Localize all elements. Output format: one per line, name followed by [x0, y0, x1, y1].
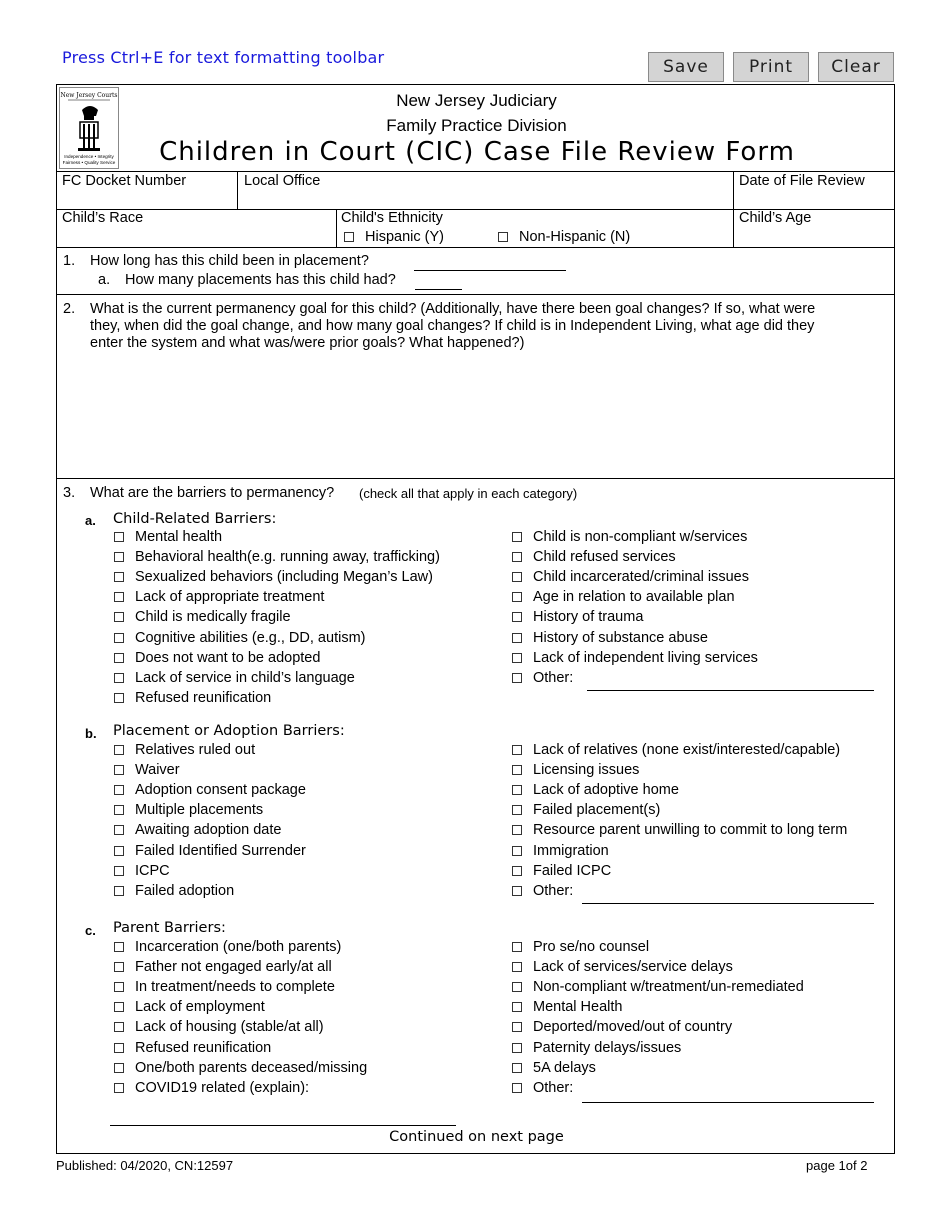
c-other-line[interactable]: [582, 1102, 874, 1103]
c-left-option[interactable]: [114, 1060, 367, 1076]
barrier-checkbox[interactable]: [512, 633, 522, 643]
barrier-label: Failed ICPC: [533, 862, 612, 879]
barrier-label: Paternity delays/issues: [533, 1039, 682, 1056]
barrier-checkbox[interactable]: [114, 846, 124, 856]
c-left-option[interactable]: [114, 1040, 271, 1056]
barrier-label: Immigration: [533, 842, 609, 859]
print-button[interactable]: Print: [733, 52, 809, 82]
barrier-checkbox[interactable]: [114, 1083, 124, 1093]
barrier-label: Child refused services: [533, 549, 676, 566]
barrier-label: Child incarcerated/criminal issues: [533, 569, 749, 586]
barrier-checkbox[interactable]: [114, 942, 124, 952]
review-date-label: Date of File Review: [739, 173, 865, 189]
b-left-option[interactable]: [114, 742, 255, 758]
barrier-checkbox[interactable]: [512, 962, 522, 972]
section-b-title: Placement or Adoption Barriers:: [113, 723, 345, 739]
barrier-checkbox[interactable]: [114, 1063, 124, 1073]
barrier-checkbox[interactable]: [512, 745, 522, 755]
a-left-option[interactable]: [114, 650, 320, 666]
a-right-option[interactable]: [512, 589, 735, 605]
c-right-option[interactable]: [512, 959, 733, 975]
barrier-checkbox[interactable]: [512, 846, 522, 856]
barrier-label: Child is medically fragile: [135, 609, 291, 626]
barrier-label: ICPC: [135, 862, 170, 879]
barrier-label: Awaiting adoption date: [135, 822, 282, 839]
barrier-label: One/both parents deceased/missing: [135, 1059, 368, 1076]
q2-line3: enter the system and what was/were prior goals? What happened?): [90, 335, 525, 351]
q1a-answer-line[interactable]: [415, 289, 462, 290]
barrier-label: Other:: [533, 1079, 574, 1096]
barrier-checkbox[interactable]: [512, 1063, 522, 1073]
barrier-label: Adoption consent package: [135, 782, 306, 799]
q2-line2: they, when did the goal change, and how many goal changes? If child is in Independent Living, what age did they: [90, 318, 815, 334]
b-left-option[interactable]: [114, 883, 234, 899]
hispanic-checkbox[interactable]: [344, 232, 354, 242]
barrier-checkbox[interactable]: [512, 532, 522, 542]
clear-button[interactable]: Clear: [818, 52, 894, 82]
c-left-option[interactable]: [114, 959, 332, 975]
a-left-option[interactable]: [114, 569, 433, 585]
barrier-label: Lack of service in child’s language: [135, 669, 355, 686]
c-left-option[interactable]: [114, 979, 335, 995]
barrier-label: Lack of housing (stable/at all): [135, 1019, 324, 1036]
barrier-checkbox[interactable]: [114, 982, 124, 992]
barrier-label: Other:: [533, 882, 574, 899]
barrier-checkbox[interactable]: [512, 886, 522, 896]
barrier-checkbox[interactable]: [512, 592, 522, 602]
svg-text:New Jersey Courts: New Jersey Courts: [60, 92, 118, 99]
docket-label: FC Docket Number: [62, 173, 187, 189]
c-right-option[interactable]: [512, 1060, 596, 1076]
barrier-checkbox[interactable]: [114, 1022, 124, 1032]
barrier-label: Failed Identified Surrender: [135, 842, 306, 859]
b-right-option[interactable]: [512, 742, 840, 758]
barrier-label: Mental Health: [533, 999, 623, 1016]
q1-number: 1.: [63, 253, 76, 269]
barrier-label: Lack of relatives (none exist/interested/capable): [533, 742, 841, 758]
a-left-option[interactable]: [114, 630, 365, 646]
barrier-checkbox[interactable]: [114, 532, 124, 542]
barrier-label: Resource parent unwilling to commit to long term: [533, 822, 848, 839]
non-hispanic-option[interactable]: Non-Hispanic (N): [498, 229, 630, 245]
barrier-label: Behavioral health(e.g. running away, trafficking): [135, 549, 440, 566]
barrier-label: Pro se/no counsel: [533, 939, 650, 955]
barrier-checkbox[interactable]: [114, 552, 124, 562]
barrier-label: Failed adoption: [135, 882, 235, 899]
barrier-checkbox[interactable]: [114, 785, 124, 795]
b-right-option[interactable]: [512, 822, 847, 838]
c-left-option[interactable]: [114, 1080, 309, 1096]
barrier-checkbox[interactable]: [114, 745, 124, 755]
b-right-option[interactable]: [512, 843, 609, 859]
a-left-option[interactable]: [114, 529, 222, 545]
c-right-option[interactable]: [512, 1040, 681, 1056]
barrier-checkbox[interactable]: [114, 886, 124, 896]
barrier-label: In treatment/needs to complete: [135, 979, 335, 996]
b-left-option[interactable]: [114, 762, 180, 778]
review-form: [56, 84, 895, 1154]
barrier-label: Deported/moved/out of country: [533, 1019, 733, 1036]
barrier-checkbox[interactable]: [512, 653, 522, 663]
svg-text:Independence • Integrity: Independence • Integrity: [64, 154, 114, 159]
barrier-checkbox[interactable]: [512, 1083, 522, 1093]
barrier-checkbox[interactable]: [512, 1043, 522, 1053]
barrier-label: Lack of employment: [135, 999, 265, 1016]
b-left-option[interactable]: [114, 822, 281, 838]
barrier-checkbox[interactable]: [114, 693, 124, 703]
barrier-checkbox[interactable]: [114, 825, 124, 835]
page-title: Children in Court (CIC) Case File Review Form: [159, 137, 795, 167]
save-button[interactable]: Save: [648, 52, 724, 82]
continued-note: Continued on next page: [389, 1129, 564, 1145]
q3-text: What are the barriers to permanency?: [90, 485, 335, 501]
q1-text: How long has this child been in placement?: [90, 253, 369, 269]
barrier-label: Failed placement(s): [533, 802, 661, 819]
a-right-option[interactable]: [512, 529, 747, 545]
barrier-checkbox[interactable]: [114, 633, 124, 643]
barrier-label: Incarceration (one/both parents): [135, 939, 342, 955]
q3-note: (check all that apply in each category): [359, 486, 578, 501]
race-label: Child’s Race: [62, 210, 144, 226]
barrier-checkbox[interactable]: [512, 765, 522, 775]
barrier-label: 5A delays: [533, 1059, 596, 1076]
barrier-checkbox[interactable]: [114, 612, 124, 622]
barrier-label: Relatives ruled out: [135, 742, 256, 758]
svg-text:Fairness • Quality Service: Fairness • Quality Service: [62, 160, 116, 165]
c-left-option[interactable]: [114, 1019, 324, 1035]
barrier-checkbox[interactable]: [512, 572, 522, 582]
page-number: page 1of 2: [806, 1158, 868, 1173]
c-left-option[interactable]: [114, 999, 265, 1015]
b-left-option[interactable]: [114, 863, 170, 879]
formatting-hint: Press Ctrl+E for text formatting toolbar: [62, 48, 385, 67]
barrier-checkbox[interactable]: [114, 592, 124, 602]
a-right-option[interactable]: [512, 670, 573, 686]
barrier-checkbox[interactable]: [512, 785, 522, 795]
section-c-title: Parent Barriers:: [113, 920, 226, 936]
org-name: New Jersey Judiciary: [396, 91, 557, 110]
barrier-checkbox[interactable]: [512, 1022, 522, 1032]
section-c-letter: c.: [85, 923, 96, 938]
hispanic-option[interactable]: Hispanic (Y): [344, 229, 444, 245]
barrier-checkbox[interactable]: [512, 866, 522, 876]
a-left-option[interactable]: [114, 690, 271, 706]
barrier-label: Does not want to be adopted: [135, 649, 321, 666]
barrier-label: Lack of appropriate treatment: [135, 589, 325, 606]
barrier-label: Cognitive abilities (e.g., DD, autism): [135, 629, 366, 646]
b-right-option[interactable]: [512, 802, 660, 818]
barrier-label: Non-compliant w/treatment/un-remediated: [533, 979, 804, 996]
barrier-label: Lack of services/service delays: [533, 959, 733, 976]
barrier-label: COVID19 related (explain):: [135, 1079, 310, 1096]
barrier-label: Father not engaged early/at all: [135, 959, 332, 976]
barrier-checkbox[interactable]: [114, 572, 124, 582]
b-left-option[interactable]: [114, 782, 306, 798]
barrier-checkbox[interactable]: [512, 1002, 522, 1012]
a-right-option[interactable]: [512, 650, 758, 666]
c-right-option[interactable]: [512, 939, 649, 955]
q3-number: 3.: [63, 485, 76, 501]
b-right-option[interactable]: [512, 863, 611, 879]
c-right-option[interactable]: [512, 999, 622, 1015]
b-right-option[interactable]: [512, 782, 679, 798]
barrier-label: Refused reunification: [135, 1039, 272, 1056]
age-label: Child’s Age: [739, 210, 812, 226]
b-left-option[interactable]: [114, 843, 306, 859]
q2-line1: What is the current permanency goal for this child? (Additionally, have there been goal changes? If so, what were: [90, 301, 816, 317]
q1-answer-line[interactable]: [414, 270, 566, 271]
barrier-checkbox[interactable]: [512, 612, 522, 622]
barrier-label: History of substance abuse: [533, 629, 708, 646]
q1a-letter: a.: [98, 272, 111, 288]
office-label: Local Office: [244, 173, 321, 189]
a-right-option[interactable]: [512, 630, 708, 646]
barrier-label: Mental health: [135, 529, 223, 545]
b-right-option[interactable]: [512, 883, 573, 899]
barrier-checkbox[interactable]: [114, 962, 124, 972]
barrier-checkbox[interactable]: [512, 825, 522, 835]
c-right-option[interactable]: [512, 1080, 573, 1096]
barrier-label: Licensing issues: [533, 762, 640, 779]
a-right-option[interactable]: [512, 569, 749, 585]
barrier-label: Waiver: [135, 762, 180, 779]
section-a-title: Child-Related Barriers:: [113, 511, 277, 527]
a-left-option[interactable]: [114, 609, 291, 625]
section-a-letter: a.: [85, 513, 96, 528]
c-right-option[interactable]: [512, 1019, 732, 1035]
covid-explain-line[interactable]: [110, 1125, 456, 1126]
barrier-label: Lack of independent living services: [533, 649, 758, 666]
published-info: Published: 04/2020, CN:12597: [56, 1158, 234, 1173]
barrier-checkbox[interactable]: [512, 982, 522, 992]
barrier-checkbox[interactable]: [114, 1002, 124, 1012]
barrier-checkbox[interactable]: [512, 552, 522, 562]
barrier-label: Refused reunification: [135, 689, 272, 706]
non-hispanic-checkbox[interactable]: [498, 232, 508, 242]
barrier-label: Age in relation to available plan: [533, 589, 735, 606]
c-right-option[interactable]: [512, 979, 804, 995]
barrier-label: Other:: [533, 669, 574, 686]
barrier-label: Sexualized behaviors (including Megan’s Law): [135, 569, 433, 586]
barrier-checkbox[interactable]: [114, 653, 124, 663]
barrier-label: Lack of adoptive home: [533, 782, 679, 799]
barrier-label: Multiple placements: [135, 802, 264, 819]
barrier-checkbox[interactable]: [114, 765, 124, 775]
a-left-option[interactable]: [114, 670, 355, 686]
barrier-checkbox[interactable]: [114, 673, 124, 683]
barrier-checkbox[interactable]: [512, 805, 522, 815]
ethnicity-label: Child's Ethnicity: [341, 210, 443, 226]
barrier-checkbox[interactable]: [512, 942, 522, 952]
b-right-option[interactable]: [512, 762, 639, 778]
division-name: Family Practice Division: [386, 116, 567, 135]
a-right-option[interactable]: [512, 609, 643, 625]
a-right-option[interactable]: [512, 549, 676, 565]
section-b-letter: b.: [85, 726, 97, 741]
barrier-checkbox[interactable]: [114, 805, 124, 815]
a-left-option[interactable]: [114, 589, 324, 605]
barrier-label: History of trauma: [533, 609, 644, 626]
barrier-label: Child is non-compliant w/services: [533, 529, 748, 545]
b-left-option[interactable]: [114, 802, 263, 818]
barrier-checkbox[interactable]: [114, 1043, 124, 1053]
barrier-checkbox[interactable]: [512, 673, 522, 683]
q2-number: 2.: [63, 301, 76, 317]
q1a-text: How many placements has this child had?: [125, 272, 396, 288]
barrier-checkbox[interactable]: [114, 866, 124, 876]
b-other-line[interactable]: [582, 903, 874, 904]
a-left-option[interactable]: [114, 549, 440, 565]
a-other-line[interactable]: [587, 690, 874, 691]
c-left-option[interactable]: [114, 939, 341, 955]
